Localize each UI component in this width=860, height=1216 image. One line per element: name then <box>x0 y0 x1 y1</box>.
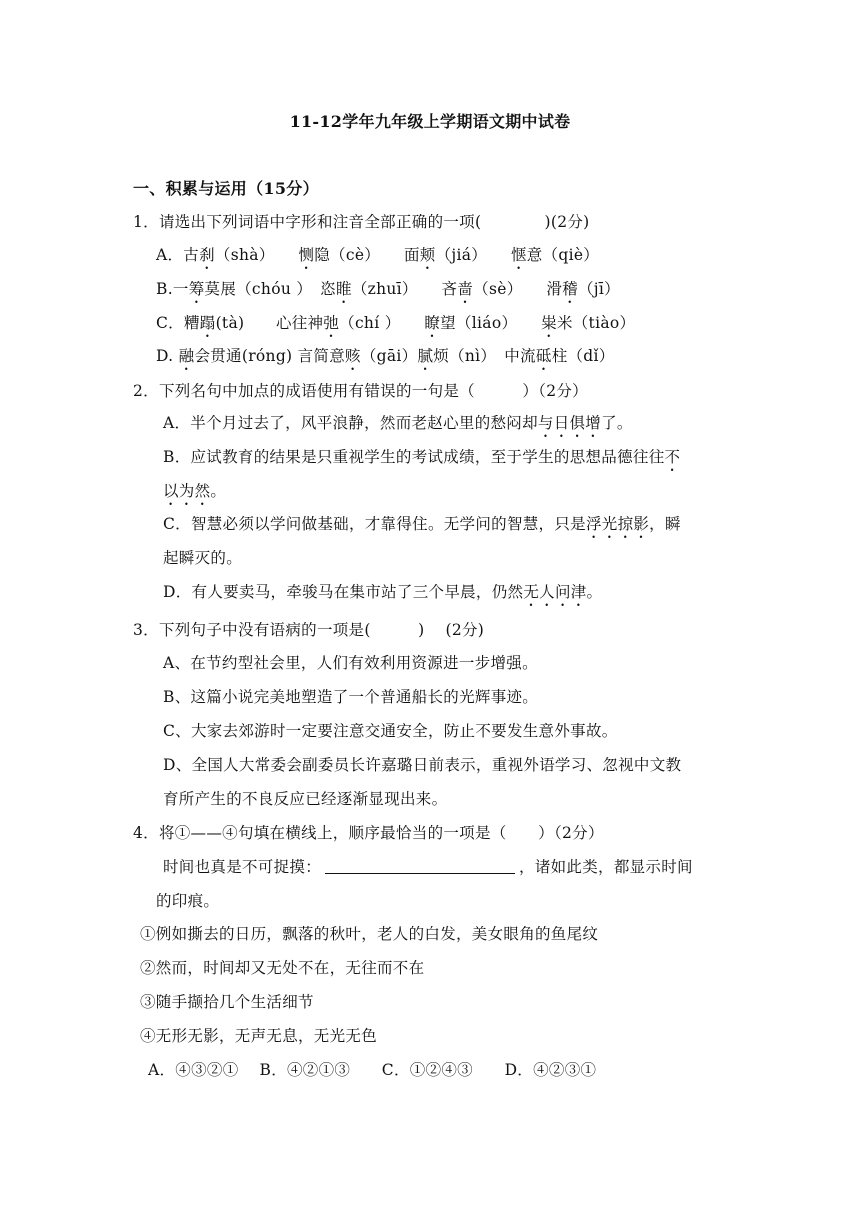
q1-stem: 1．请选出下列词语中字形和注音全部正确的一项( )(2分) <box>133 213 590 231</box>
q4-sentence-4: ④无形无影，无声无息，无光无色 <box>140 1027 378 1045</box>
q3-option-d-line2: 育所产生的不良反应已经逐渐显现出来。 <box>163 790 448 808</box>
q2-option-a: A．半个月过去了，风平浪静，然而老赵心里的愁闷却与日俱增了。 <box>163 414 633 432</box>
q3-option-c: C、大家去郊游时一定要注意交通安全，防止不要发生意外事故。 <box>163 722 618 740</box>
q2-option-b-line2: 以为然。 <box>163 482 227 500</box>
q4-fill-text-before: 时间也真是不可捉摸： <box>163 858 322 876</box>
q4-sentence-3: ③随手撷拾几个生活细节 <box>140 993 314 1011</box>
q3-option-b: B、这篇小说完美地塑造了一个普通船长的光辉事迹。 <box>163 688 539 706</box>
q2-option-c-line2: 起瞬灭的。 <box>163 549 243 567</box>
q2-stem: 2．下列名句中加点的成语使用有错误的一句是（ ）（2分） <box>133 382 588 400</box>
q3-stem: 3．下列句子中没有语病的一项是( ) (2分) <box>133 621 485 639</box>
q1-option-a: A．古刹（shà） 恻隐（cè） 面颊（jiá） 惬意（qiè） <box>156 246 600 264</box>
q4-stem: 4．将①——④句填在横线上，顺序最恰当的一项是（ ）（2分） <box>133 824 604 842</box>
q4-sentence-2: ②然而，时间却又无处不在，无往而不在 <box>140 959 425 977</box>
q4-fill-text-after: ，诸如此类，都显示时间 <box>519 858 693 876</box>
q2-option-c-line1: C．智慧必须以学问做基础，才靠得住。无学问的智慧，只是浮光掠影，瞬 <box>163 515 681 533</box>
section-heading: 一、积累与运用（15分） <box>133 179 319 198</box>
q4-fill-line2: 的印痕。 <box>156 892 220 910</box>
q1-option-c: C．糟蹋(tà) 心往神弛（chí ） 瞭望（liáo） 粜米（tiào） <box>156 314 636 332</box>
q1-option-d: D. 融会贯通(róng) 言简意赅（gāi）腻烦（nì） 中流砥柱（dǐ） <box>156 347 615 365</box>
exam-title: 11-12学年九年级上学期语文期中试卷 <box>289 112 571 131</box>
answer-blank[interactable] <box>325 859 515 874</box>
q2-option-b-line1: B．应试教育的结果是只重视学生的考试成绩，至于学生的思想品德往往不 <box>163 448 681 466</box>
q1-option-b: B.一筹莫展（chóu ） 恣睢（zhuī） 吝啬（sè） 滑稽（jī） <box>156 280 620 298</box>
q4-sentence-1: ①例如撕去的日历，飘落的秋叶，老人的白发，美女眼角的鱼尾纹 <box>140 925 599 943</box>
q3-option-a: A、在节约型社会里，人们有效利用资源进一步增强。 <box>163 654 538 672</box>
q3-option-d-line1: D、全国人大常委会副委员长许嘉璐日前表示，重视外语学习、忽视中文教 <box>163 756 682 774</box>
q4-fill-line <box>163 857 693 877</box>
q2-option-d: D．有人要卖马，牵骏马在集市站了三个早晨，仍然无人问津。 <box>163 583 603 601</box>
q4-options: A．④③②① B．④②①③ C．①②④③ D．④②③① <box>148 1061 597 1079</box>
